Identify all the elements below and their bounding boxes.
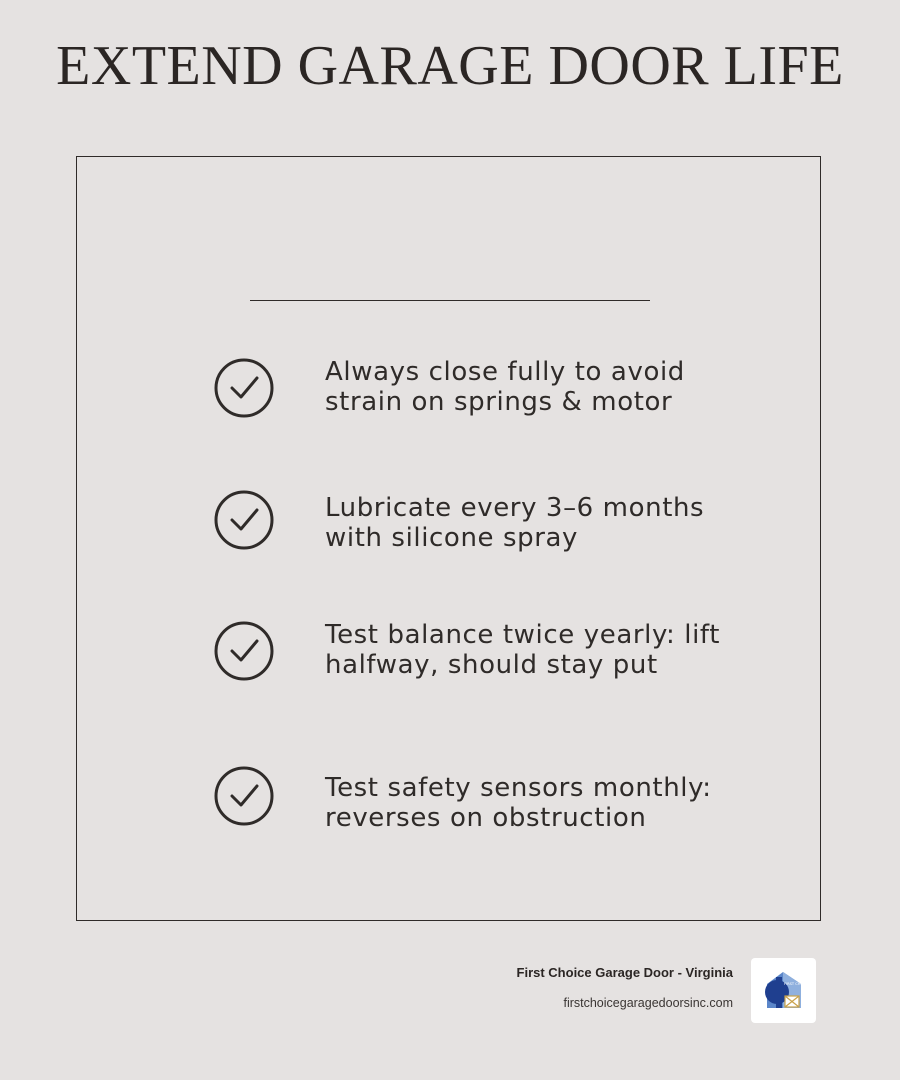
check-circle-icon	[213, 357, 275, 419]
brand-logo	[751, 958, 816, 1023]
check-circle-icon	[213, 620, 275, 682]
tip-text: Test balance twice yearly: lift halfway, should stay put	[325, 620, 721, 680]
tips-frame	[76, 156, 821, 921]
tip-text: Always close fully to avoid strain on springs & motor	[325, 357, 685, 417]
brand-name: First Choice Garage Door - Virginia	[516, 965, 733, 980]
divider-line	[250, 300, 650, 301]
first-choice-logo-icon	[761, 968, 810, 1013]
tip-item	[213, 489, 793, 553]
tip-item	[213, 357, 793, 421]
page-title: EXTEND GARAGE DOOR LIFE	[56, 35, 844, 97]
tip-text: Test safety sensors monthly: reverses on obstruction	[325, 773, 712, 833]
tip-item	[213, 620, 793, 684]
brand-url[interactable]: firstchoicegaragedoorsinc.com	[563, 996, 733, 1010]
logo-text: FIRST CHOICE	[784, 982, 810, 986]
tip-text: Lubricate every 3–6 months with silicone spray	[325, 493, 705, 553]
tip-item	[213, 765, 793, 833]
check-circle-icon	[213, 489, 275, 551]
check-circle-icon	[213, 765, 275, 827]
